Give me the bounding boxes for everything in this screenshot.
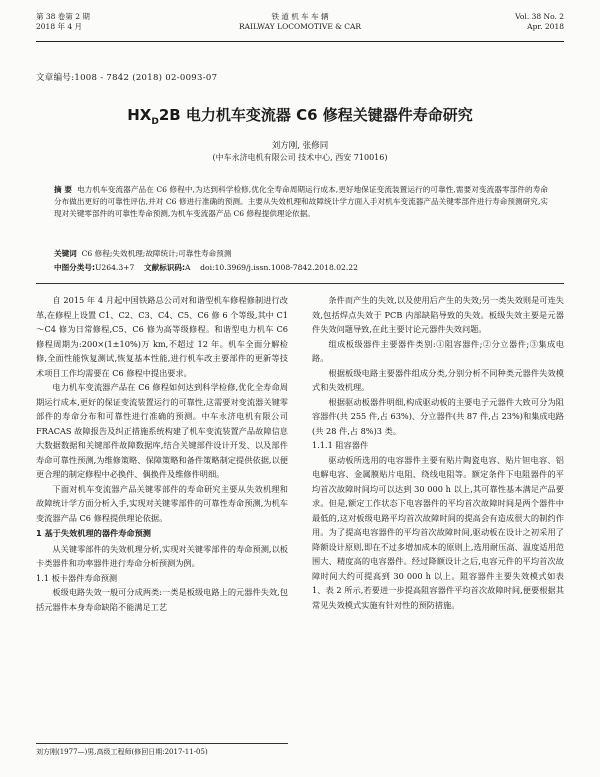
paragraph: 下面对机车变流器产品关键零部件的寿命研究主要从失效机理和故障统计学方面分析入手,实现对关键零部件的可靠性寿命预测,为机车变流器产品 C6 修程提供理论依据。 xyxy=(36,483,288,523)
volume-issue-en: Vol. 38 No. 2 xyxy=(515,12,564,21)
paragraph: 驱动板所选用的电容器件主要有贴片陶瓷电容、贴片钽电容、铝电解电容、金属膜贴片电阻、绕线电阻等。额定条件下电阻器件的平均首次故障时间均可以达到 30 000 h 以上,其可靠性基本满足产品要求。但是,额定工作状态下电容器件的平均首次故障时间是两个器件中最低的,这对板级电路平均首次故障时间的提高会有造成很大的制约作用。为了提高电容器件的平均首次故障时间,驱动板在设计之初采用了降额设计原则,即在不过多增加成本的原则上,选用耐压高、温度适用范围大、精度高的电容器件。经过降额设计之后,电容元件的平均首次故障时间大约可提高到 30 000 h 以上。阻容器件主要失效模式如表 1、表 2 所示,若要进一步提高阻容器件平均首次故障时间,便要根据其常见失效模式实施有针对性的预防措施。 xyxy=(312,454,564,610)
paragraph: 根据驱动板器件明细,构成驱动板的主要电子元器件大致可分为阻容器件(共 255 件,占 63%)、分立器件(共 87 件,占 23%)和集成电路(共 28 件,占 8%)3 类。 xyxy=(312,396,564,436)
paper-title xyxy=(0,104,600,127)
abstract-text: 电力机车变流器产品在 C6 修程中,为达到科学检修,优化全寿命周期运行成本,更好地保证变流装置运行的可靠性,需要对变流器零部件的寿命分布做出更好的可靠性评估,并对 C6 修进行准确的预测。主要从失效机理和故障统计学方面入手对机车变流器产品关键零部件进行寿命预测研究,实现对关键零部件的可靠性寿命预测,为机车变流器产品 C6 修程提供理论依据。 xyxy=(54,185,548,218)
section-heading-1-1-1: 1.1.1 阻容器件 xyxy=(312,440,369,450)
paragraph: 自 2015 年 4 月起中国铁路总公司对和谐型机车修程修制进行改革,在修程上设置 C1、C2、C3、C4、C5、C6 修 6 个等级,其中 C1～C4 修为日常修程,C5、C6 修为高等级修程。和谐型电力机车 C6 修程周期为:200×(1±10%)万 km,不超过 12 年。机车全面分解检修,全面性能恢复测试,恢复基本性能,进行机车改主要部件的更新等技术项目工作均需要在 C6 修程中提出要求。 xyxy=(36,295,288,378)
title-prefix: HX xyxy=(127,106,152,124)
left-column xyxy=(36,293,288,614)
abstract-label: 摘 要 xyxy=(54,185,73,194)
paragraph: 根据板级电路主要器件组成分类,分别分析不同种类元器件失效模式和失效机理。 xyxy=(312,367,564,392)
abstract-rule xyxy=(36,283,564,284)
title-subscript: D xyxy=(151,117,159,127)
abstract xyxy=(54,184,548,220)
keywords-label: 关键词 xyxy=(54,249,77,258)
running-header xyxy=(36,12,564,42)
footnote xyxy=(36,743,288,757)
paragraph: 从关键零部件的失效机理分析,实现对关键零部件的寿命预测,以板卡类器件和功率器件进行寿命分析预测为例。 xyxy=(36,543,288,568)
journal-name-en: RAILWAY LOCOMOTIVE & CAR xyxy=(238,22,362,31)
author-bio: 刘方刚(1977—)男,高级工程师(修回日期:2017-11-05) xyxy=(36,748,208,756)
volume-issue: 第 38 卷第 2 期 xyxy=(36,12,90,21)
issue-date-en: Apr. 2018 xyxy=(527,22,564,31)
authors: 刘方刚, 张修同 xyxy=(271,141,329,151)
doc-code: A xyxy=(185,263,191,272)
class-code: U264.3+7 xyxy=(95,263,135,272)
doc-label: 文献标识码: xyxy=(144,263,186,272)
doi: doi:10.3969/j.issn.1008-7842.2018.02.22 xyxy=(200,263,358,272)
article-number: 文章编号:1008 - 7842 (2018) 02-0093-07 xyxy=(36,73,218,83)
affiliation: (中车永济电机有限公司 技术中心, 西安 710016) xyxy=(212,153,388,162)
classification xyxy=(54,262,548,273)
paragraph: 板级电路失效一般可分成两类:一类是板级电路上的元器件失效,包括元器件本身寿命缺陷不能满足工艺 xyxy=(36,587,288,612)
keywords-text: C6 修程;失效机理;故障统计;可靠性寿命预测 xyxy=(81,249,232,258)
journal-name xyxy=(36,12,564,32)
section-heading-1-1: 1.1 板卡器件寿命预测 xyxy=(36,572,118,583)
paragraph: 条件而产生的失效,以及使用后产生的失效;另一类失效则是可连失效,包括焊点失效于 PCB 内部缺陷导致的失效。板级失效主要是元器件失效问题导致,在此主要讨论元器件失效问题。 xyxy=(312,295,564,334)
class-label: 中图分类号: xyxy=(54,263,96,272)
journal-volume-en xyxy=(515,12,564,32)
title-rest: 2B 电力机车变流器 C6 修程关键器件寿命研究 xyxy=(158,106,473,124)
paragraph: 电力机车变流器产品在 C6 修程如何达到科学检修,优化全寿命周期运行成本,更好的保证变流装置运行的可靠性,这需要对变流器关键零部件的寿命分布和可靠性进行准确的预测。中车永济电机有限公司 FRACAS 故障报告及纠正措施系统构建了机车变流装置产品故障信息大数据数据和关键部件故障数据库,结合关键部件设计开发、以及部件寿命可靠性预测,为维修策略、保障策略和备件策略制定提供依据,以便更合理的制定修程中必换件、偶换件及维修件明细。 xyxy=(36,382,288,479)
keywords xyxy=(54,248,231,259)
journal-name-cn: 铁 道 机 车 车 辆 xyxy=(271,12,329,21)
header-rule xyxy=(36,41,564,42)
paragraph: 组成板级器件主要器件类别:①阻容器件;②分立器件;③集成电路。 xyxy=(312,338,564,363)
right-column xyxy=(312,293,564,612)
issue-date: 2018 年 4 月 xyxy=(36,22,83,31)
section-heading-1: 1 基于失效机理的器件寿命预测 xyxy=(36,528,151,538)
